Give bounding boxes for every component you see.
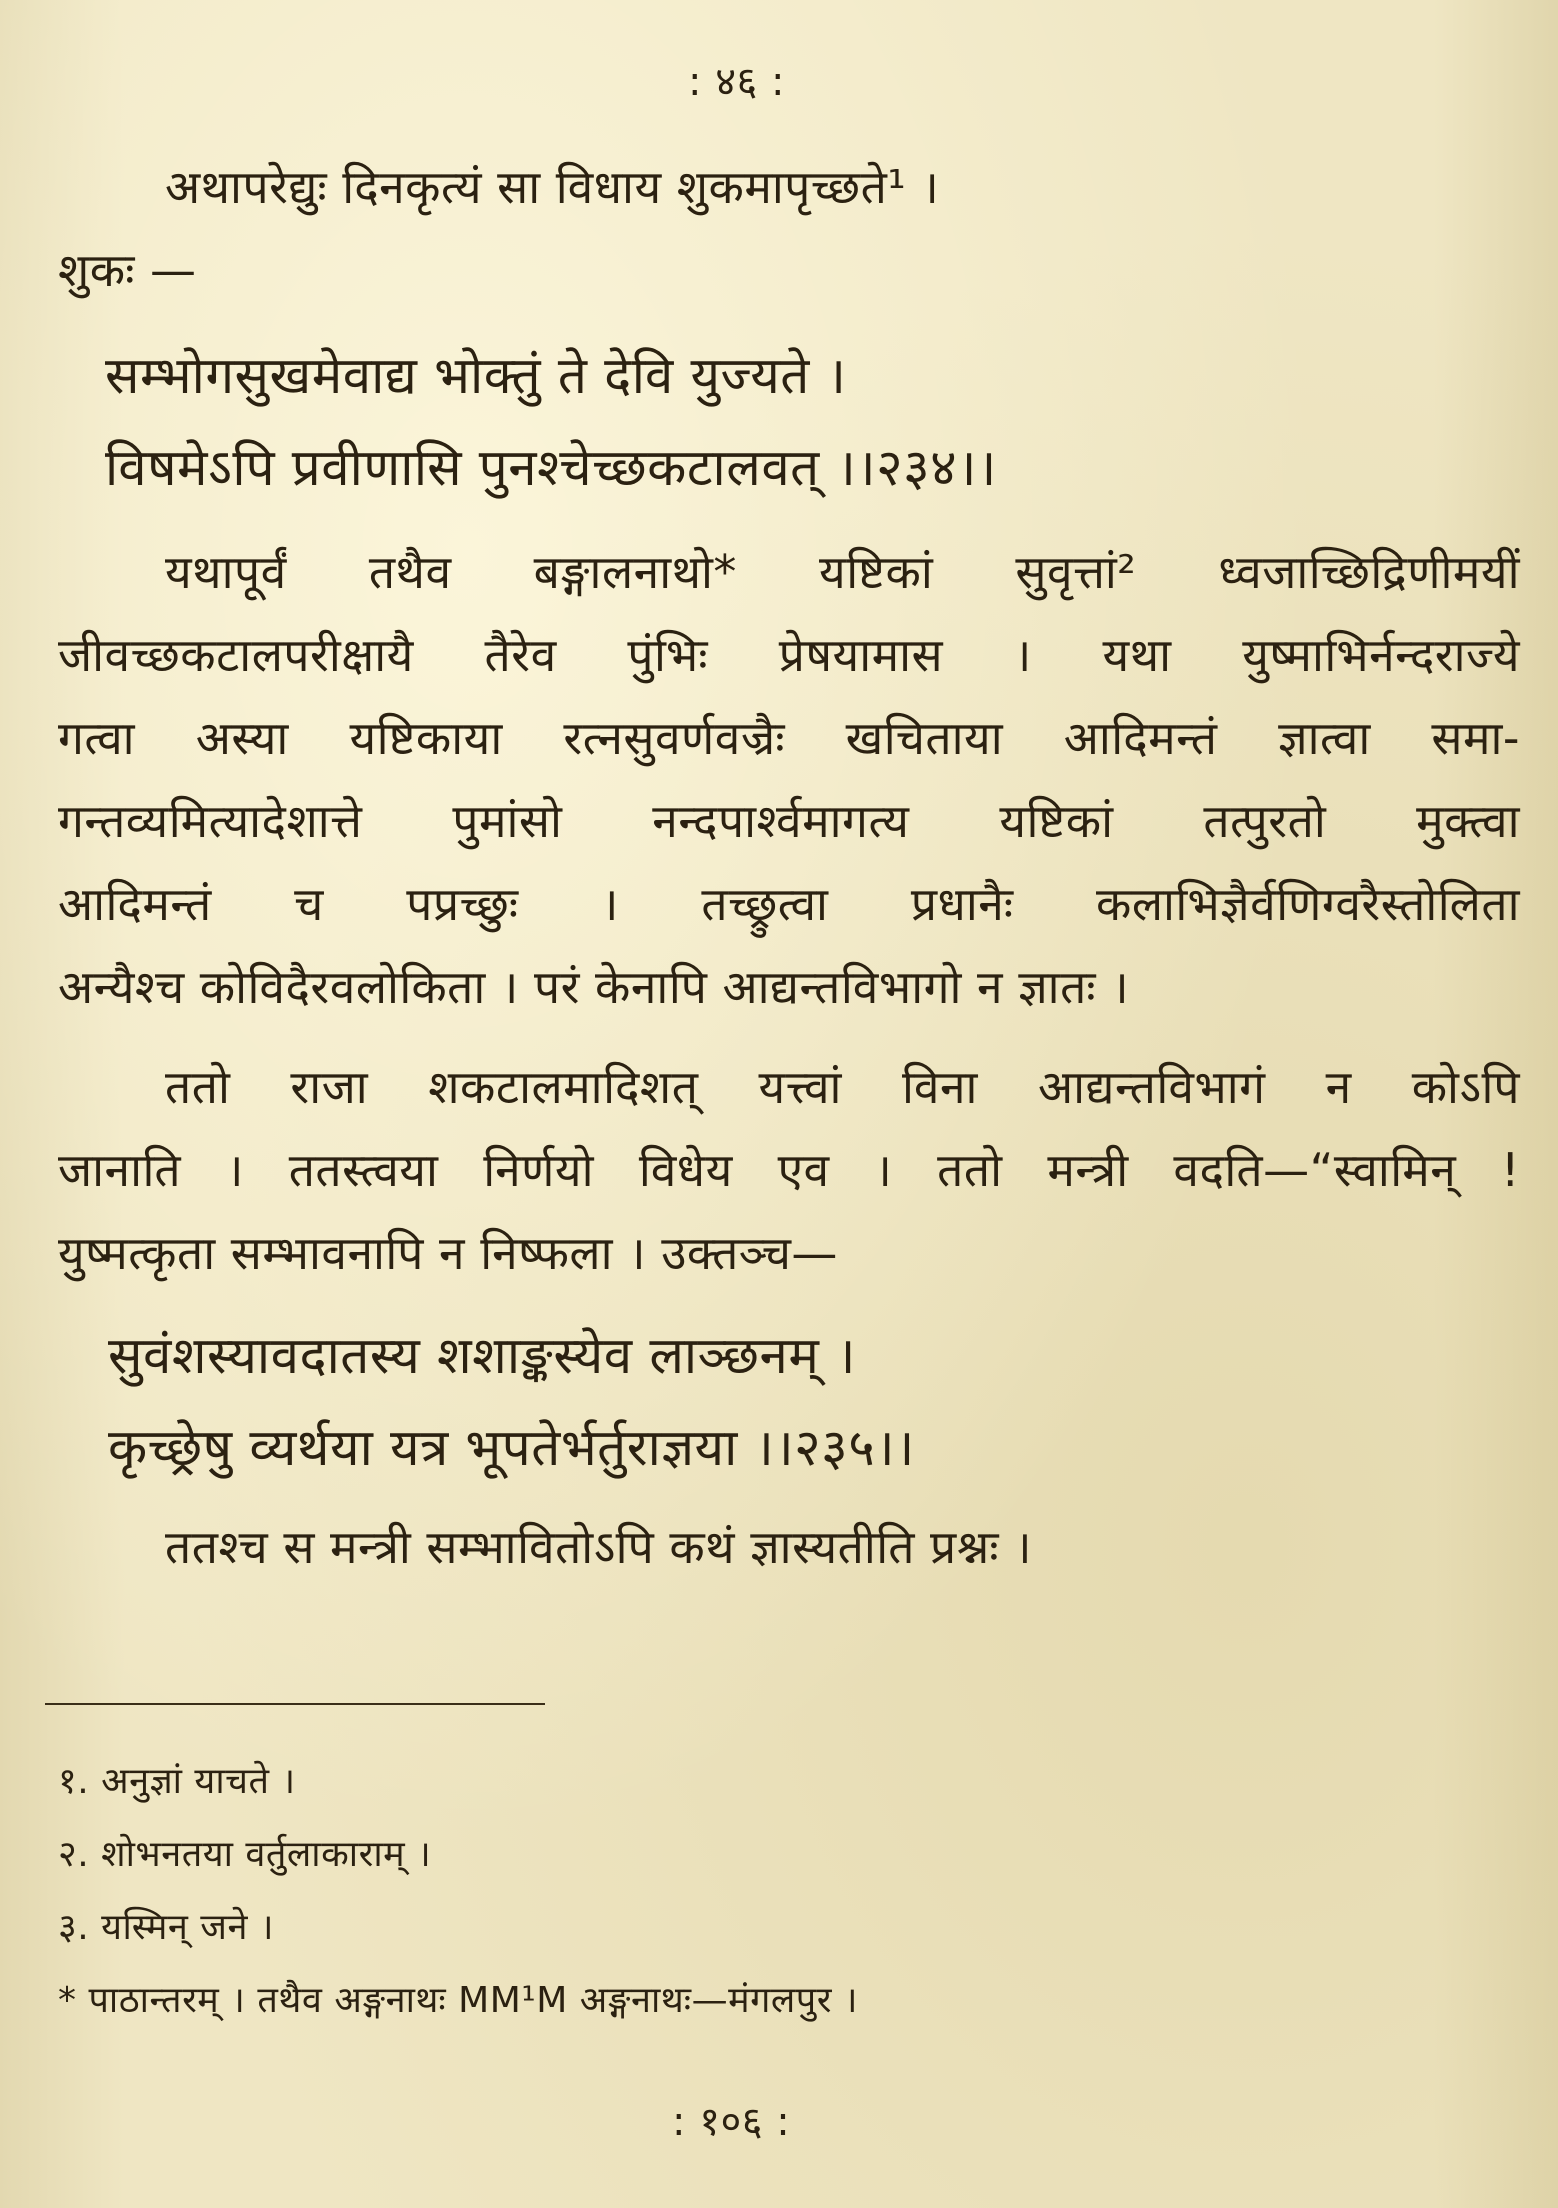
footnote-variant-reading: * पाठान्तरम् । तथैव अङ्गनाथः MM¹M अङ्गनाथः—मंगलपुर । <box>58 1980 859 2021</box>
speaker-label: शुकः — <box>58 243 197 297</box>
footnote-1: १. अनुज्ञां याचते । <box>58 1761 296 1802</box>
intro-line: अथापरेद्युः दिनकृत्यं सा विधाय शुकमापृच्छते¹ । <box>165 160 940 214</box>
question-line: ततश्च स मन्त्री सम्भावितोऽपि कथं ज्ञास्यतीति प्रश्नः । <box>165 1520 1033 1574</box>
footnote-divider <box>45 1703 545 1705</box>
page-marker: : ४६ : <box>688 59 785 105</box>
paragraph-1-line-3: गत्वा अस्या यष्टिकाया रत्नसुवर्णवज्रैः खचिताया आदिमन्तं ज्ञात्वा समा- <box>58 711 1520 765</box>
paragraph-2-line-1: ततो राजा शकटालमादिशत् यत्त्वां विना आद्यन्तविभागं न कोऽपि <box>165 1060 1520 1114</box>
verse-234-line-1: सम्भोगसुखमेवाद्य भोक्तुं ते देवि युज्यते । <box>105 347 847 406</box>
verse-235-line-2: कृच्छ्रेषु व्यर्थया यत्र भूपतेर्भर्तुराज्ञया ।।२३५।। <box>108 1419 915 1478</box>
paragraph-1-line-5: आदिमन्तं च पप्रच्छुः । तच्छ्रुत्वा प्रधानैः कलाभिज्ञैर्वणिग्वरैस्तोलिता <box>58 877 1520 931</box>
paragraph-2-line-2: जानाति । ततस्त्वया निर्णयो विधेय एव । ततो मन्त्री वदति—“स्वामिन् ! <box>58 1143 1520 1197</box>
page-number: : १०६ : <box>672 2099 791 2145</box>
verse-235-line-1: सुवंशस्यावदातस्य शशाङ्कस्येव लाञ्छनम् । <box>108 1327 856 1386</box>
paragraph-1-line-4: गन्तव्यमित्यादेशात्ते पुमांसो नन्दपार्श्वमागत्य यष्टिकां तत्पुरतो मुक्त्वा <box>58 794 1520 848</box>
paragraph-1-line-2: जीवच्छकटालपरीक्षायै तैरेव पुंभिः प्रेषयामास । यथा युष्माभिर्नन्दराज्ये <box>58 628 1520 682</box>
paragraph-1-line-1: यथापूर्वं तथैव बङ्गालनाथो* यष्टिकां सुवृत्तां² ध्वजाच्छिद्रिणीमयीं <box>165 545 1520 599</box>
footnote-3: ३. यस्मिन् जने । <box>58 1907 275 1948</box>
verse-234-line-2: विषमेऽपि प्रवीणासि पुनश्चेच्छकटालवत् ।।२३४।। <box>105 439 997 498</box>
paragraph-1-line-6: अन्यैश्च कोविदैरवलोकिता । परं केनापि आद्यन्तविभागो न ज्ञातः । <box>58 960 1130 1014</box>
footnote-2: २. शोभनतया वर्तुलाकाराम् । <box>58 1834 432 1875</box>
paragraph-2-line-3: युष्मत्कृता सम्भावनापि न निष्फला । उक्तञ्च— <box>58 1226 838 1280</box>
